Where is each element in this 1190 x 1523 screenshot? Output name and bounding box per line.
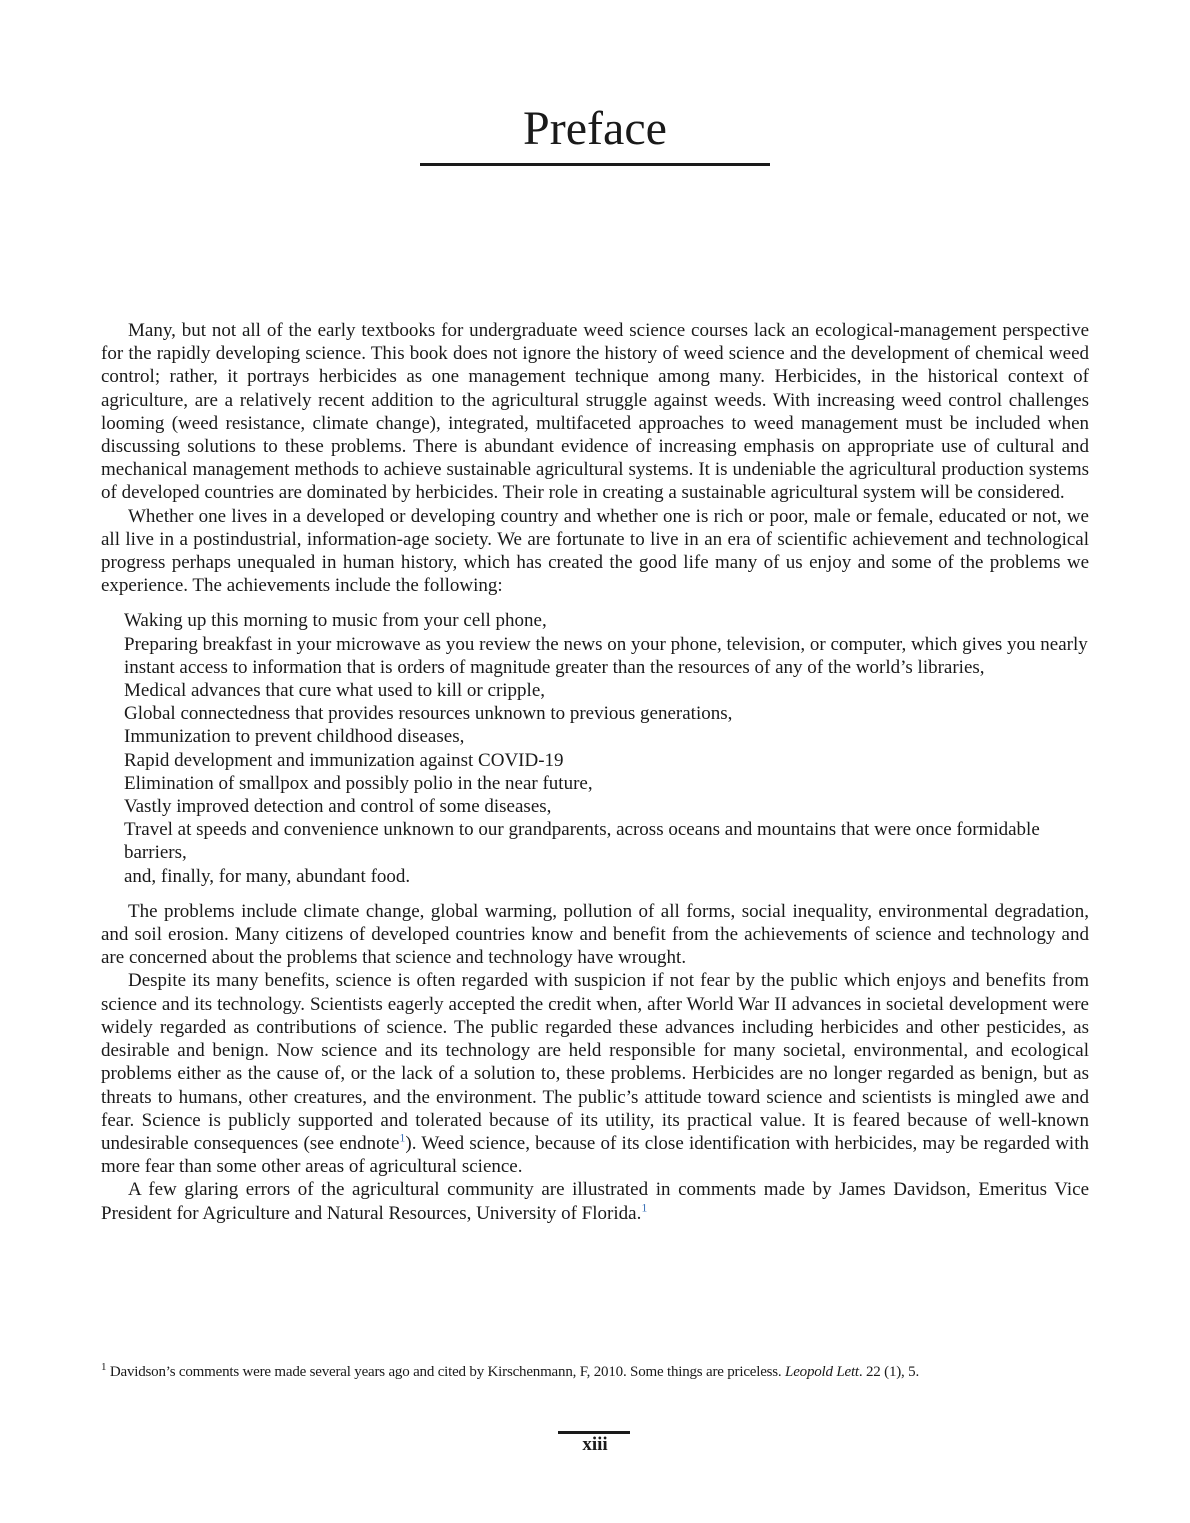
paragraph-3: The problems include climate change, global warming, pollution of all forms, social inequality, environmental degradation, and soil erosion. Many citizens of developed countries know and benefit from the achievements of science and technology and are concerned about the problems that science and technology have wrought. [101,900,1089,969]
footnote-tail: . 22 (1), 5. [858,1364,919,1380]
paragraph-5 [101,1178,1089,1224]
footnote [101,1362,1101,1382]
footnote-link[interactable]: 1 [641,1200,648,1215]
footnote-journal: Leopold Lett [785,1364,859,1380]
list-item: Travel at speeds and convenience unknown to our grandparents, across oceans and mountains that were once formidable barriers, [124,819,1040,864]
page-number: xiii [582,1434,608,1455]
preface-body [101,319,1089,1225]
footnote-marker: 1 [101,1361,107,1373]
list-item: and, finally, for many, abundant food. [124,865,411,887]
title-underline [420,163,770,166]
list-item: Medical advances that cure what used to kill or cripple, [124,680,546,702]
list-item: Global connectedness that provides resources unknown to previous generations, [124,703,733,725]
list-item: Vastly improved detection and control of some diseases, [124,796,552,818]
list-item: Preparing breakfast in your microwave as you review the news on your phone, television, or computer, which gives you nearly instant access to information that is orders of magnitude greater than the resources of any of the world’s libraries, [124,633,1088,678]
paragraph-4-tail: ). Weed science, because of its close identification with herbicides, may be regarded with more fear than some other areas of agricultural science. [101,1132,1089,1178]
endnote-link[interactable]: 1 [399,1130,406,1145]
footnote-text: Davidson’s comments were made several years ago and cited by Kirschenmann, F, 2010. Some things are priceless. [109,1364,786,1380]
list-item: Rapid development and immunization against COVID-19 [124,749,564,771]
achievements-list [124,609,1089,887]
list-item: Immunization to prevent childhood diseases, [124,726,465,748]
paragraph-4-text: Despite its many benefits, science is often regarded with suspicion if not fear by the public which enjoys and benefits from science and its technology. Scientists eagerly accepted the credit when, after World War II advances in societal development were widely regarded as contributions of science. The public regarded these advances including herbicides and other pesticides, as desirable and benign. Now science and its technology are held responsible for many societal, environmental, and ecological problems either as the cause of, or the lack of a solution to, these problems. Herbicides are no longer regarded as benign, but as threats to humans, other creatures, and the environment. The public’s attitude toward science and scientists is mingled awe and fear. Science is publicly supported and tolerated because of its utility, its practical value. It is feared because of well-known undesirable consequences (see endnote [101,970,1089,1154]
paragraph-2: Whether one lives in a developed or developing country and whether one is rich or poor, male or female, educated or not, we all live in a postindustrial, information-age society. We are fortunate to live in an era of scientific achievement and technological progress perhaps unequaled in human history, which has created the good life many of us enjoy and some of the problems we experience. The achievements include the following: [101,505,1089,597]
list-item: Waking up this morning to music from your cell phone, [124,610,547,632]
list-item: Elimination of smallpox and possibly polio in the near future, [124,772,593,794]
paragraph-4 [101,969,1089,1178]
paragraph-1: Many, but not all of the early textbooks for undergraduate weed science courses lack an ecological-management perspective for the rapidly developing science. This book does not ignore the history of weed science and the development of chemical weed control; rather, it portrays herbicides as one management technique among many. Herbicides, in the historical context of agriculture, are a relatively recent addition to the agricultural struggle against weeds. With increasing weed control challenges looming (weed resistance, climate change), integrated, multifaceted approaches to weed management must be included when discussing solutions to these problems. There is abundant evidence of increasing emphasis on appropriate use of cultural and mechanical management methods to achieve sustainable agricultural systems. It is undeniable the agricultural production systems of developed countries are dominated by herbicides. Their role in creating a sustainable agricultural system will be considered. [101,320,1089,504]
page-title: Preface [523,102,667,155]
paragraph-5-text: A few glaring errors of the agricultural community are illustrated in comments made by James Davidson, Emeritus Vice President for Agriculture and Natural Resources, University of Florida. [101,1179,1089,1224]
